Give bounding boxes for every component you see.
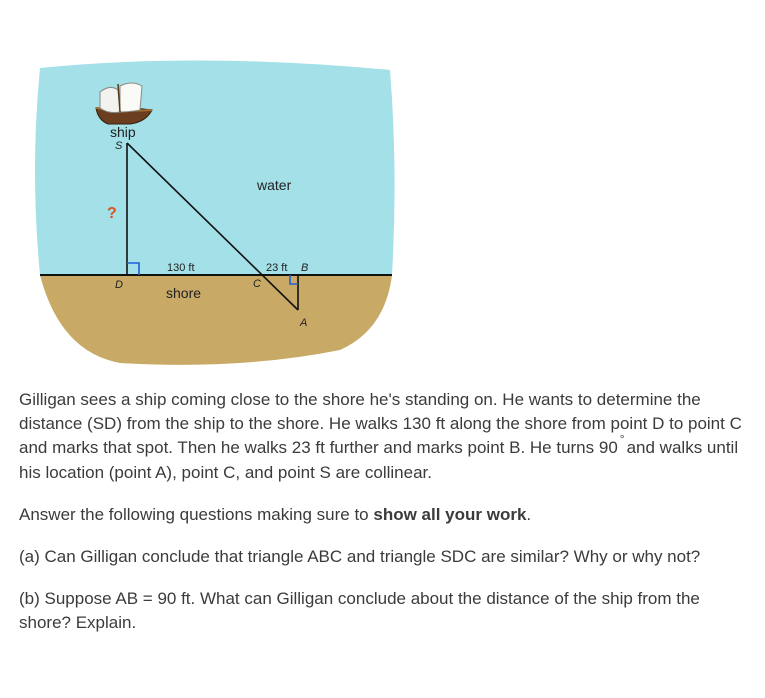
label-point-b: B xyxy=(301,262,309,274)
label-point-d: D xyxy=(115,279,123,291)
problem-statement-part2: and walks until his location (point A), point C, and point S are collinear. xyxy=(19,438,739,482)
instructions xyxy=(19,503,749,527)
label-point-a: A xyxy=(300,317,308,329)
label-ship: ship xyxy=(110,124,136,140)
label-water: water xyxy=(257,177,292,193)
label-unknown: ? xyxy=(107,205,117,222)
problem-text xyxy=(19,388,749,653)
diagram-figure xyxy=(0,0,420,380)
diagram-svg xyxy=(0,0,420,380)
label-cb-length: 23 ft xyxy=(266,262,288,274)
question-a: (a) Can Gilligan conclude that triangle ABC and triangle SDC are similar? Why or why not? xyxy=(19,547,701,566)
water-region xyxy=(35,60,395,275)
instructions-part2: . xyxy=(526,505,532,524)
instructions-bold: show all your work xyxy=(373,505,527,524)
shore-region xyxy=(40,275,392,365)
problem-statement xyxy=(19,388,749,485)
instructions-part1: Answer the following questions making sure to xyxy=(19,505,374,524)
label-point-c: C xyxy=(253,278,261,290)
label-shore: shore xyxy=(166,285,202,301)
problem-statement-part1: Gilligan sees a ship coming close to the shore he's standing on. He wants to determine the distance (SD) from the ship to the shore. He walks 130 ft along the shore from point D to point C and marks that spot. Then he walks 23 ft further and marks point B. He turns 90 xyxy=(19,390,742,457)
label-dc-length: 130 ft xyxy=(167,262,195,274)
question-b: (b) Suppose AB = 90 ft. What can Gilligan conclude about the distance of the ship from the shore? Explain. xyxy=(19,589,700,632)
label-point-s: S xyxy=(115,140,123,152)
degree-symbol: ° xyxy=(619,432,625,446)
